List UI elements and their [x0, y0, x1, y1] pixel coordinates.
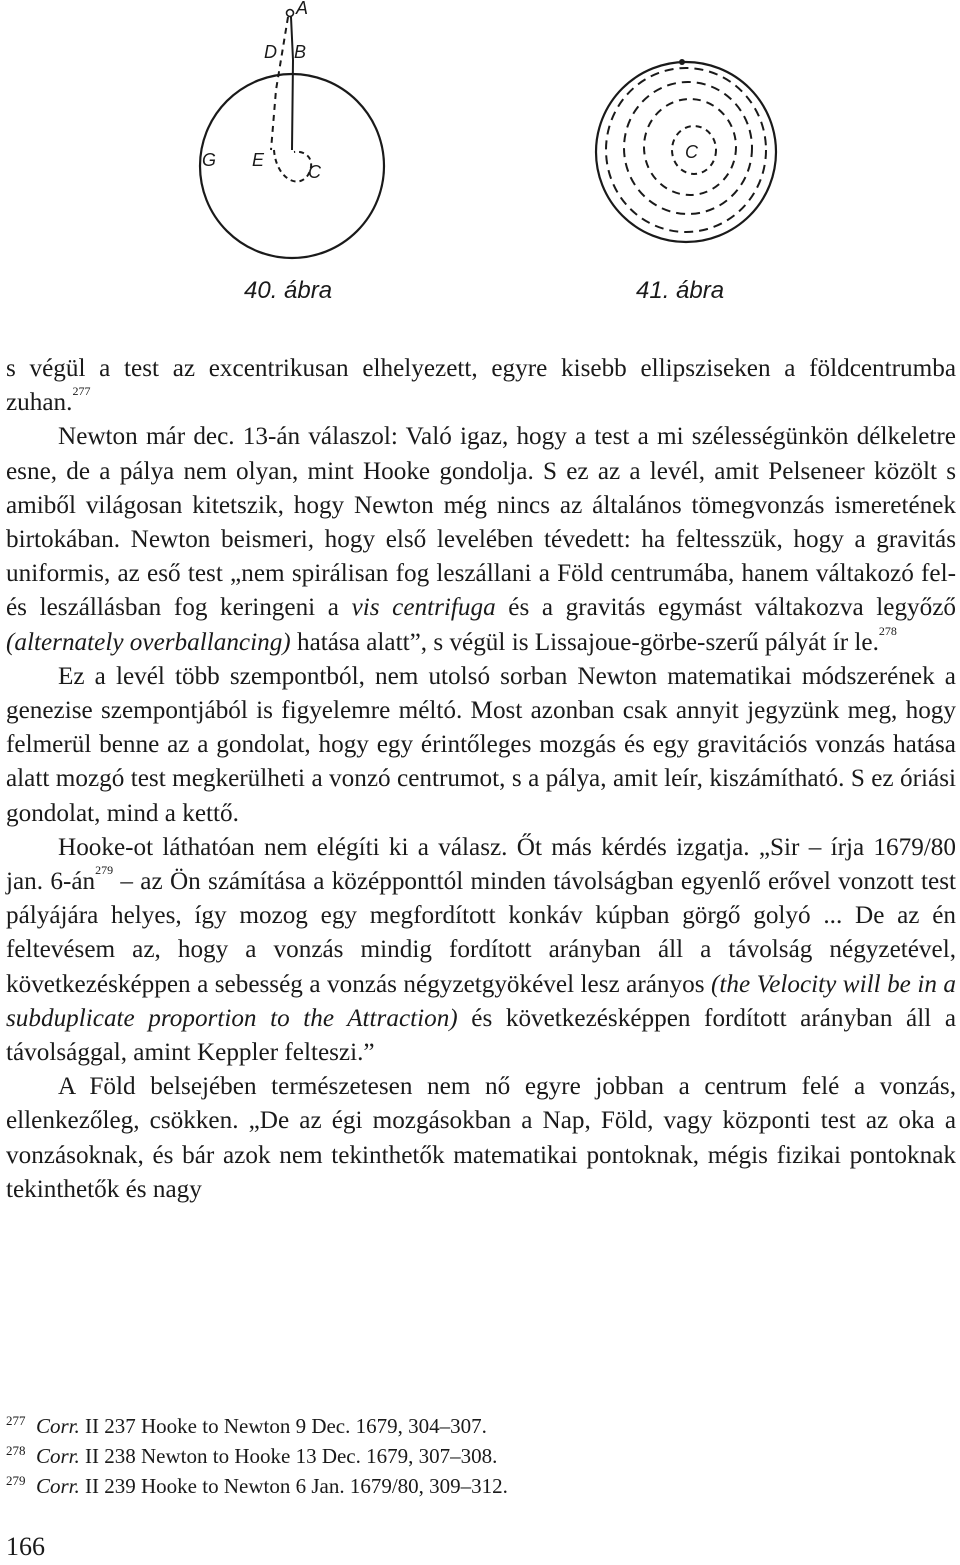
paragraph-4-text-c: és következésképpen fordított arányban áll a távolsággal, amint Keppler felteszi.” [6, 1004, 956, 1067]
figure-40-label-g: G [202, 150, 217, 170]
page-number: 166 [6, 1532, 45, 1561]
footnote-number: 278 [6, 1443, 26, 1458]
footnote-corr: Corr. [36, 1414, 80, 1438]
footnote-citation: II 238 Newton to Hooke 13 Dec. 1679, 307–308. [79, 1444, 498, 1468]
figure-41-diagram [590, 0, 790, 270]
figure-40-label-c: C [308, 162, 321, 182]
footnote-279 [6, 1471, 508, 1501]
paragraph-3: Ez a levél több szempontból, nem utolsó sorban Newton matematikai módszerének a genezise szempontjából is figyelemre méltó. Most azonban csak annyit jegyzünk meg, hogy felmerül benne az a gondolat, hogy egy érintőleges mozgás és egy gravitációs vonzás hatása alatt mozgó test megkerülheti a vonzó centrumot, s a pálya, amit leír, kiszámítható. S ez óriási gondolat, mind a kettő. [6, 662, 956, 827]
footnote-number: 279 [6, 1473, 26, 1488]
paragraph-1 [6, 352, 956, 420]
figure-40-caption: 40. ábra [244, 277, 333, 304]
figure-41-start-point [679, 59, 685, 65]
footnote-277 [6, 1411, 508, 1441]
figure-41-caption: 41. ábra [636, 277, 725, 304]
paragraph-2-text-b: és a gravitás egymást váltakozva legyőző [495, 594, 956, 622]
figure-40-point-a [287, 10, 294, 17]
footnote-citation: II 239 Hooke to Newton 6 Jan. 1679/80, 309–312. [79, 1474, 508, 1498]
figure-40-label-a: A [296, 0, 309, 18]
footnote-number: 277 [6, 1413, 26, 1428]
footnote-ref-279[interactable]: 279 [95, 863, 114, 878]
paragraph-5: A Föld belsejében természetesen nem nő egyre jobban a centrum felé a vonzás, ellenkezőleg, csökken. „De az égi mozgásokban a Nap, Föld, vagy központi test az oka a vonzásoknak, és bár azok nem tekinthetők matematikai pontoknak, mégis fizikai pontoknak tekinthetők és nagy [6, 1073, 956, 1203]
footnote-278 [6, 1441, 508, 1471]
footnote-text [36, 1441, 497, 1471]
paragraph-2-text-c: hatása alatt”, s végül is Lissajoue-görbe-szerű pályát ír le. [290, 628, 879, 656]
paragraph-2-text-a: Newton már dec. 13-án válaszol: Való igaz, hogy a test a mi szélességünkön délkeletre esne, de a pálya nem olyan, mint Hooke gondolja. S ez az a levél, amit Pelseneer közölt s amiből világosan kitetszik, hogy Newton még nincs az általános tömegvonzás ismeretének birtokában. Newton beismeri, hogy első levelében tévedett: ha feltesszük, hogy a gravitás uniformis, az eső test „nem spirálisan fog leszállani a Föld centrumába, hanem váltakozó fel- és leszállásban fog keringeni a [6, 423, 956, 622]
figure-40-label-e: E [252, 150, 265, 170]
figure-40-loop-c [274, 150, 311, 182]
figure-40-diagram [198, 0, 398, 270]
paragraph-2 [6, 420, 956, 659]
footnote-text [36, 1471, 508, 1501]
figure-40-label-b: B [294, 42, 307, 62]
paragraph-4 [6, 831, 956, 1070]
footnotes [6, 1411, 508, 1501]
paragraph-2-italic-1: vis centrifuga [351, 594, 496, 622]
paragraph-4-italic: (the Velocity will be in a subduplicate proportion to the Attraction) [6, 970, 956, 1032]
footnote-corr: Corr. [36, 1474, 80, 1498]
paragraph-1-text: s végül a test az excentrikusan elhelyezett, egyre kisebb ellipsziseken a földcentrumba zuhan. [6, 355, 956, 417]
figure-41-label-c: C [685, 142, 698, 162]
footnote-corr: Corr. [36, 1444, 80, 1468]
figure-40-path-db [271, 17, 288, 150]
footnote-text [36, 1411, 487, 1441]
footnote-citation: II 237 Hooke to Newton 9 Dec. 1679, 304–307. [79, 1414, 487, 1438]
paragraph-4-text-a: Hooke-ot láthatóan nem elégíti ki a válasz. Őt más kérdés izgatja. „Sir – írja 1679/80 jan. 6-án [6, 833, 956, 896]
paragraph-2-italic-2: (alternately overballancing) [6, 628, 291, 656]
figure-40-label-d: D [264, 42, 277, 62]
footnote-ref-277[interactable]: 277 [72, 384, 91, 399]
paragraph-4-text-b: – az Ön számítása a középponttól minden távolságban egyenlő erővel vonzott test pályájára helyes, így mozog egy megfordított konkáv kúpban görgő golyó ... De az én feltevésem az, hogy a vonzás mindig fordított arányban áll a távolság négyzetével, következésképpen a sebesség a vonzás négyzetgyökével lesz arányos [6, 868, 956, 998]
footnote-ref-278[interactable]: 278 [878, 623, 897, 638]
body-text [6, 352, 956, 1207]
figure-40-path-ab [291, 17, 293, 150]
